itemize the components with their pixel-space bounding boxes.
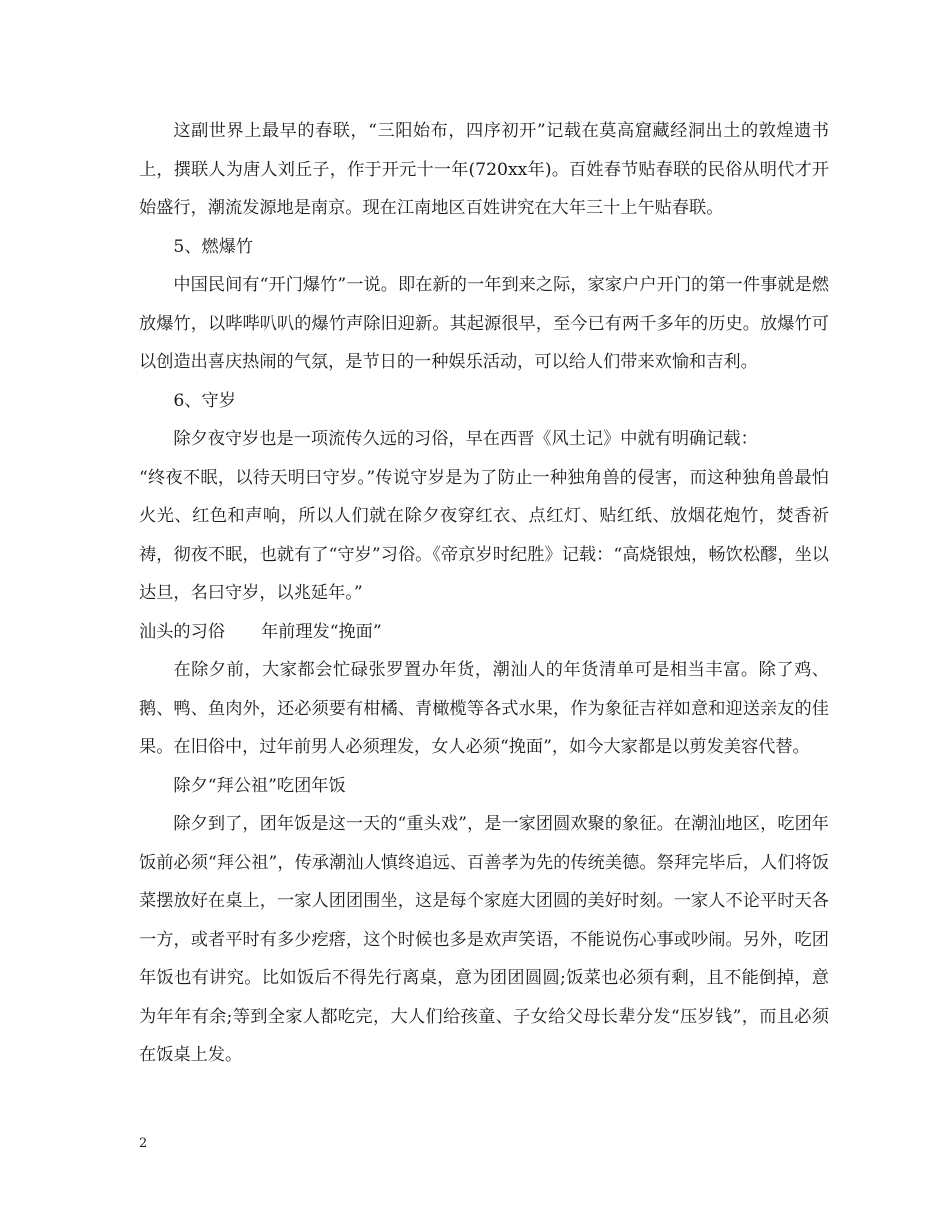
section-line: [139, 613, 829, 652]
section-line-right: 年前理发“挽面”: [260, 621, 382, 642]
heading-shousui: 6、守岁: [173, 390, 236, 411]
page-number: 2: [139, 1136, 148, 1151]
paragraph-firecrackers: 中国民间有“开门爆竹”一说。即在新的一年到来之际，家家户户开门的第一件事就是燃放爆竹，以哔哔叭叭的爆竹声除旧迎新。其起源很早，至今已有两千多年的历史。放爆竹可以创造出喜庆热闹的气氛，是节日的一种娱乐活动，可以给人们带来欢愉和吉利。: [139, 275, 829, 372]
paragraph-new-year-goods: 在除夕前，大家都会忙碌张罗置办年货，潮汕人的年货清单可是相当丰富。除了鸡、鹅、鸭、鱼肉外，还必须要有柑橘、青橄榄等各式水果，作为象征吉祥如意和迎送亲友的佳果。在旧俗中，过年前男人必须理发，女人必须“挽面”，如今大家都是以剪发美容代替。: [139, 660, 829, 757]
section-line-left: 汕头的习俗: [139, 621, 225, 642]
paragraph-shousui-intro: 除夕夜守岁也是一项流传久远的习俗，早在西晋《风土记》中就有明确记载：: [173, 429, 758, 449]
heading-firecrackers: 5、燃爆竹: [173, 236, 254, 257]
heading-reunion-dinner: 除夕“拜公祖”吃团年饭: [173, 775, 346, 796]
document-body: [139, 112, 829, 1075]
paragraph-shousui-quote: “终夜不眠，以待天明曰守岁。”传说守岁是为了防止一种独角兽的侵害，而这种独角兽最怕火光、红色和声响，所以人们就在除夕夜穿红衣、点红灯、贴红纸、放烟花炮竹，焚香祈祷，彻夜不眠，也就有了“守岁”习俗。《帝京岁时纪胜》记载：“高烧银烛，畅饮松醪，坐以达旦，名曰守岁，以兆延年。”: [139, 467, 829, 603]
paragraph-reunion-dinner: 除夕到了，团年饭是这一天的“重头戏”，是一家团圆欢聚的象征。在潮汕地区，吃团年饭前必须“拜公祖”，传承潮汕人慎终追远、百善孝为先的传统美德。祭拜完毕后，人们将饭菜摆放好在桌上，一家人团团围坐，这是每个家庭大团圆的美好时刻。一家人不论平时天各一方，或者平时有多少疙瘩，这个时候也多是欢声笑语，不能说伤心事或吵闹。另外，吃团年饭也有讲究。比如饭后不得先行离桌，意为团团圆圆;饭菜也必须有剩，且不能倒掉，意为年年有余;等到全家人都吃完，大人们给孩童、子女给父母长辈分发“压岁钱”，而且必须在饭桌上发。: [139, 814, 829, 1065]
paragraph-couplet-history: 这副世界上最早的春联，“三阳始布，四序初开”记载在莫高窟藏经洞出土的敦煌遗书上，撰联人为唐人刘丘子，作于开元十一年(720xx年)。百姓春节贴春联的民俗从明代才开始盛行，潮流发源地是南京。现在江南地区百姓讲究在大年三十上午贴春联。: [139, 121, 829, 218]
